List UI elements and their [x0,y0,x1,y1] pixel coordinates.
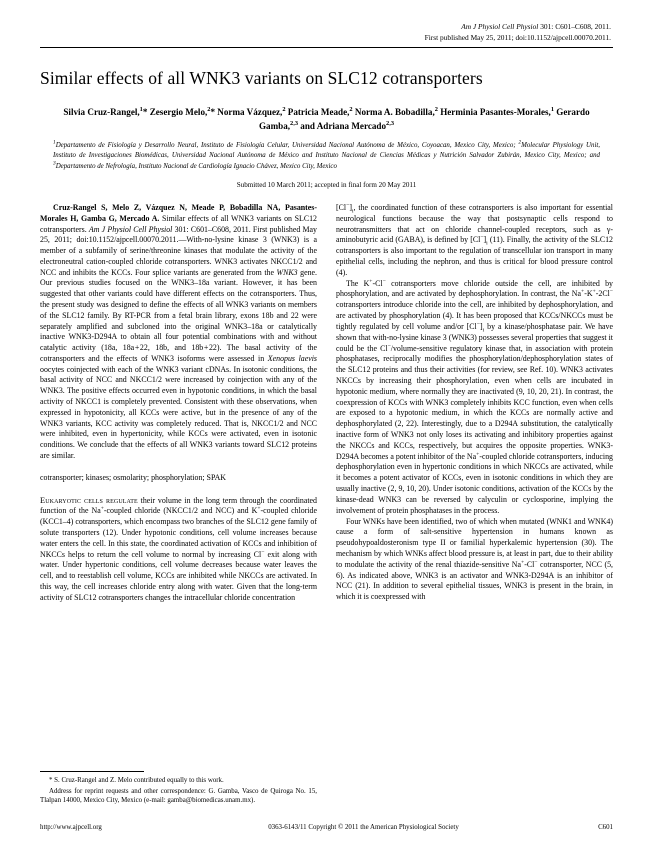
page-number: C601 [598,824,613,831]
right-paragraph-2: The K+-Cl− cotransporters move chloride outside the cell, are inhibited by phosphorylation, and are activated by dephosphorylation. In contrast, the Na+-K+-2Cl− cotransporters introduce chloride into the cell, are inhibited by dephosphorylation, and are activated by phosphorylation (4). It has been proposed that KCCs/NKCCs must be tightly regulated by cell volume and/or $[Cl^-]_i$ by a kinase/phosphatase pair. We have shown that with-no-lysine kinase 3 (WNK3) possesses several properties that suggest it could be the Cl−/volume-sensitive regulatory kinase that, in association with protein phosphatases, reciprocally modifies the phosphorylation/dephosphorylation states of the SLC12 proteins and thus their activities (for review, see Ref. 10). WNK3 activates NKCCs by increasing their phosphorylation, even when cells are incubated in hypotonic medium, where normally they are inactivated (9, 10, 20, 21). In contrast, the coexpression of KCCs with WNK3 completely inhibits KCC function, even when cells are exposed to a hypotonic medium, in which the KCCs are normally active and dephosphorylated (2, 22). Interestingly, due to a D294A substitution, the catalytically inactive form of WNK3 not only loses its activating and inhibitory properties against the NKCCs and KCCs, respectively, but acquires the opposite properties. WNK3-D294A becomes a potent inhibitor of the Na+-coupled chloride cotransporters, inducing dephosphorylation even in hypertonic conditions in which NKCCs are activated, while it becomes a potent activator of KCCs, even in isotonic conditions in which they are usually inactive (2, 9, 10, 20). Under isotonic conditions, activation of the KCCs by the kinase-dead WNK3 can be reversed by calyculin or cyclosporine, implying the involvement of protein phosphatases in the process. [336,278,613,515]
left-column [40,203,317,604]
footnote-area [40,771,317,806]
submission-dates: Submitted 10 March 2011; accepted in final form 20 May 2011 [236,180,417,189]
footnote-correspondence: Address for reprint requests and other correspondence: G. Gamba, Vasco de Quiroga No. 15, Tlalpan 14000, Mexico City, Mexico (e-mail: gamba@biomedicas.unam.mx). [40,787,317,805]
header-divider [40,47,613,48]
keywords: cotransporter; kinases; osmolarity; phosphorylation; SPAK [40,472,226,482]
author-list: Silvia Cruz-Rangel,$^1$* Zesergio Melo,$^2$* Norma Vázquez,$^2$ Patricia Meade,$^2$ Norma A. Bobadilla,$^2$ Herminia Pasantes-Morales,$^1$ Gerardo Gamba,$^{2,3}$ and Adriana Mercado$^{2,3}$ [63,105,590,131]
copyright-line: 0363-6143/11 Copyright © 2011 the American Physiological Society [268,824,459,831]
right-column [336,203,613,604]
two-column-body [40,203,613,604]
footnote-equal-contribution: * S. Cruz-Rangel and Z. Melo contributed equally to this work. [49,777,224,785]
right-paragraph-3: Four WNKs have been identified, two of which when mutated (WNK1 and WNK4) cause a form of salt-sensitive hypertension in humans known as pseudohypoaldosteronism type II or familial hyperkalemic hypertension (30). The mechanism by which WNKs affect blood pressure is, at least in part, due to their ability to modulate the activity of the renal thiazide-sensitive Na+-Cl− cotransporter, NCC (5, 6). As indicated above, WNK3 is an activator and WNK3-D294A is an inhibitor of NCC (21). In addition to several epithelial tissues, WNK3 is present in the brain, in which it is coexpressed with [336,516,613,602]
page-footer [40,824,613,831]
journal-doi-line: First published May 25, 2011; doi:10.1152/ajpcell.00070.2011. [424,32,611,42]
journal-name: Am J Physiol Cell Physiol [461,22,539,31]
right-paragraph-1: $[Cl^-]_i$, the coordinated function of these cotransporters is also important for essential neurological functions because the way that postsynaptic cells respond to neurotransmitters that act on chloride channel-coupled receptors, such as γ-aminobutyric acid (GABA), is defined by $[Cl^-]_i$ (11). Finally, the activity of the SLC12 cotransporters is also important to the regulation of transcellular ion transport in many epithelial cells, including the nephron, and thus is critical for blood pressure control (4). [336,202,613,277]
journal-url[interactable]: http://www.ajpcell.org [40,824,102,831]
affiliations: $^1$Departamento de Fisiología y Desarrollo Neural, Instituto de Fisiología Celular, Universidad Nacional Autónoma de México, Coyoacan, Mexico City, Mexico; $^2$Molecular Physiology Unit, Instituto de Investigaciones Biomédicas, Universidad Nacional Autónoma de México and Instituto Nacional de Ciencias Médicas y Nutrición Salvador Zubirán, Mexico City, Mexico; and $^3$Departamento de Nefrología, Instituto Nacional de Cardiología Ignacio Chávez, Mexico City, Mexico [53,139,600,170]
journal-header [40,22,613,44]
journal-volume-pages: 301: C601–C608, 2011. [538,22,611,31]
abstract: Cruz-Rangel S, Melo Z, Vázquez N, Meade P, Bobadilla NA, Pasantes-Morales H, Gamba G, Mercado A. Similar effects of all WNK3 variants on SLC12 cotransporters. Am J Physiol Cell Physiol 301: C601–C608, 2011. First published May 25, 2011; doi:10.1152/ajpcell.00070.2011.—With-no-lysine kinase 3 (WNK3) is a member of a subfamily of serine/threonine kinases that modulate the activity of the electroneutral cation-coupled chloride cotransporters. WNK3 activates NKCC1/2 and NCC and inhibits the KCCs. Four splice variants are generated from the WNK3 gene. Our previous studies focused on the WNK3–18a variant. However, it has been suggested that other variants could have different effects on the cotransporters. Thus, the present study was designed to define the effects of all WNK3 variants on members of the SLC12 family. By RT-PCR from a fetal brain library, exons 18b and 22 were separately amplified and subcloned into the original WNK3–18a or catalytically inactive WNK3-D294A to obtain all four potential combinations with and without catalytic activity (18a, 18a + 22, 18b, and 18b + 22). The basal activity of the cotransporters and the effects of WNK3 isoforms were assessed in Xenopus laevis oocytes coinjected with each of the WNK3 variant cDNAs. In isotonic conditions, the basal activity of NCC and NKCC1/2 were increased by coinjection with any of the WNK3. The positive effects occurred even in hypotonic conditions, in which the basal activity of NKCC1 is completely prevented. Consistent with these observations, when expressed in hypotonicity, all KCCs were active, but in the presence of any of the WNK3 variants, KCC activity was completely reduced. That is, NKCC1/2 and NCC were inhibited, even in hypertonicity, while KCCs were activated, even in isotonic conditions. We conclude that the effects of all WNK3 variants toward SLC12 proteins are similar. [40,202,318,460]
journal-citation-line [40,22,611,33]
footnote-divider [40,771,144,772]
intro-paragraph-left: Eukaryotic cells regulate their volume in the long term through the coordinated function of the Na+-coupled chloride (NKCC1/2 and NCC) and K+-coupled chloride (KCC1–4) cotransporters, which encompass two branches of the SLC12 gene family of solute transporters (12). Under hypotonic conditions, cell volume increases because water enters the cell. In this state, the coordinated activation of KCCs and inhibition of NKCCs helps to return the cell volume to normal by increasing Cl− exit along with water. Under hypertonic conditions, cell volume decreases because water leaves the cell, and to reestablish cell volume, KCCs are inhibited while NKCCs are activated. In this way, the cell increases chloride entry along with water. Given that the long-term activity of SLC12 cotransporters changes the intracellular chloride concentration [40,495,317,602]
page-title: Similar effects of all WNK3 variants on SLC12 cotransporters [40,67,483,88]
